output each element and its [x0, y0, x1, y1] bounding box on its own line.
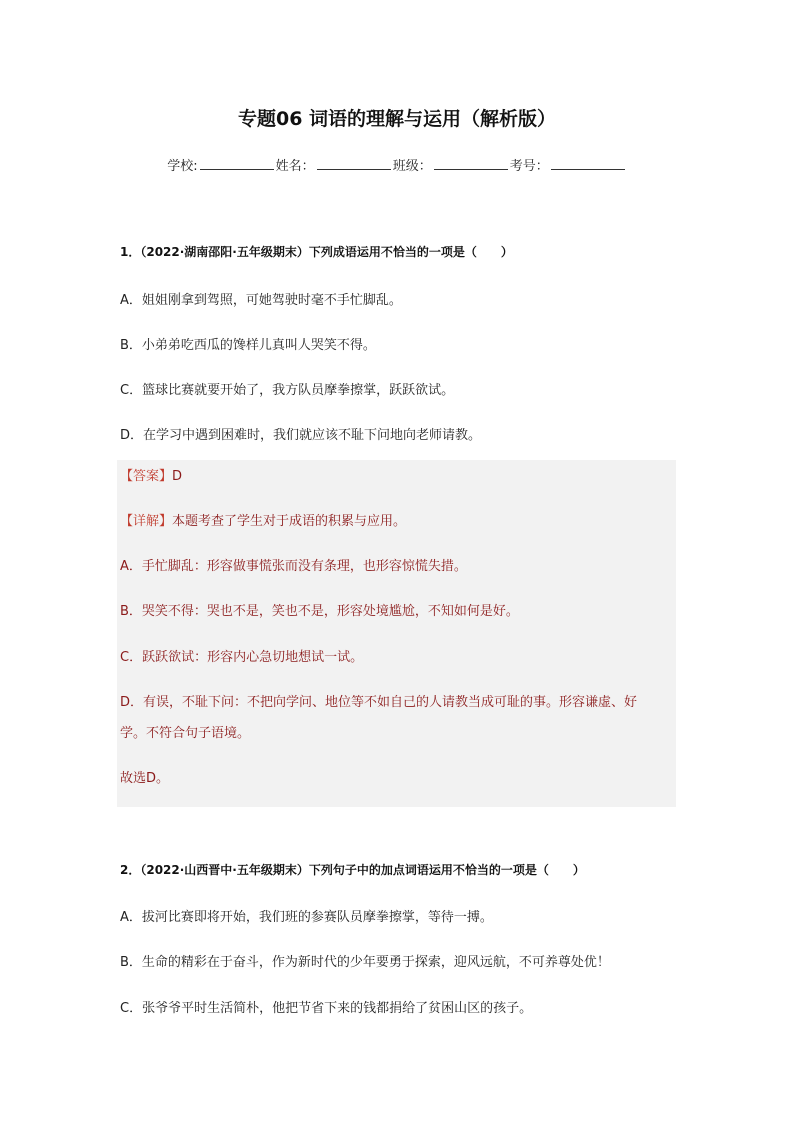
explanation-d-line-1: D．有误，不耻下问：不把向学问、地位等不如自己的人请教当成可耻的事。形容谦虚、好 [120, 695, 638, 710]
question-1-option-a: A．姐姐刚拿到驾照，可她驾驶时毫不手忙脚乱。 [120, 293, 402, 308]
question-2-option-a: A．拔河比赛即将开始，我们班的参赛队员摩拳擦掌，等待一搏。 [120, 910, 493, 925]
question-2-option-c: C．张爷爷平时生活简朴，他把节省下来的钱都捐给了贫困山区的孩子。 [120, 1001, 533, 1016]
name-blank [317, 157, 391, 170]
explanation-c: C．跃跃欲试：形容内心急切地想试一试。 [120, 650, 364, 665]
school-label: 学校: [167, 159, 198, 174]
explanation-b: B．哭笑不得：哭也不是，笑也不是，形容处境尴尬，不知如何是好。 [120, 604, 519, 619]
conclusion-line: 故选D。 [120, 771, 170, 786]
question-2-stem: 2．（2022·山西晋中·五年级期末）下列句子中的加点词语运用不恰当的一项是（ ） [120, 863, 585, 877]
question-2-option-b: B．生命的精彩在于奋斗，作为新时代的少年要勇于探索，迎风远航，不可养尊处优！ [120, 955, 610, 970]
answer-tag: 【答案】 [120, 469, 173, 484]
school-blank [200, 157, 274, 170]
exam-number-label: 考号： [509, 159, 549, 174]
question-1-stem: 1．（2022·湖南邵阳·五年级期末）下列成语运用不恰当的一项是（ ） [120, 245, 513, 259]
class-blank [434, 157, 508, 170]
explanation-a: A．手忙脚乱：形容做事慌张而没有条理，也形容惊慌失措。 [120, 559, 467, 574]
detail-line [120, 507, 672, 537]
answer-value: D [172, 469, 183, 484]
student-info-line [0, 155, 794, 174]
class-label: 班级： [392, 159, 432, 174]
question-1-option-b: B．小弟弟吃西瓜的馋样儿真叫人哭笑不得。 [120, 338, 376, 353]
exam-number-blank [551, 157, 625, 170]
explanation-d-line-2: 学。不符合句子语境。 [120, 726, 251, 741]
detail-tag: 【详解】 [120, 514, 173, 529]
question-1-answer-box [117, 460, 676, 807]
detail-text: 本题考查了学生对于成语的积累与应用。 [172, 514, 407, 529]
question-1-option-d: D．在学习中遇到困难时，我们就应该不耻下问地向老师请教。 [120, 428, 482, 443]
name-label: 姓名： [275, 159, 315, 174]
document-title: 专题06 词语的理解与运用（解析版） [237, 108, 557, 130]
question-1-option-c: C．篮球比赛就要开始了，我方队员摩拳擦掌，跃跃欲试。 [120, 383, 455, 398]
answer-line [120, 462, 672, 492]
